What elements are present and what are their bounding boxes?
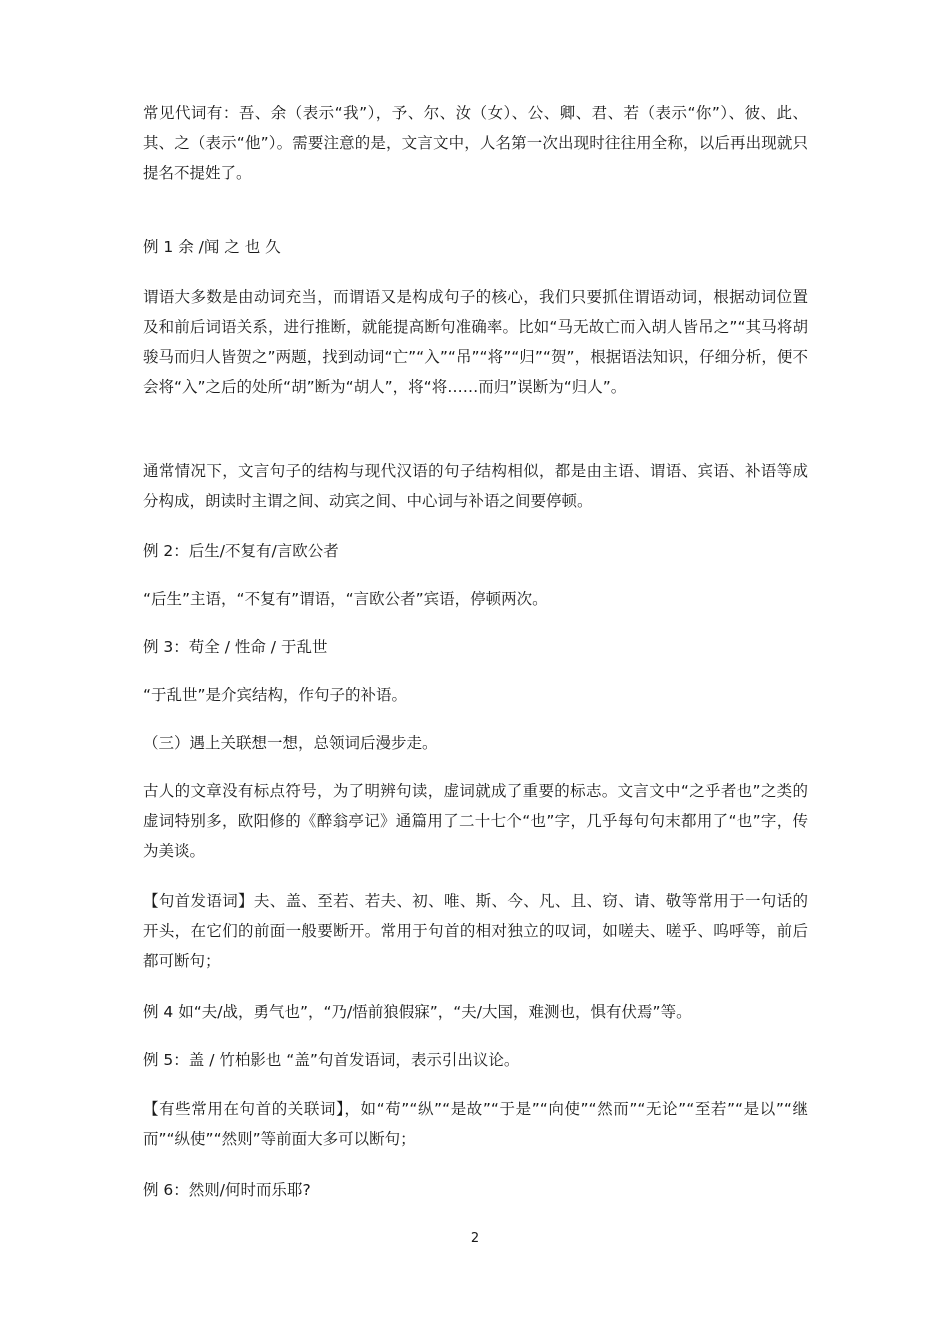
- paragraph-predicate: 谓语大多数是由动词充当，而谓语又是构成句子的核心，我们只要抓住谓语动词，根据动词位置及和前后词语关系，进行推断，就能提高断句准确率。比如“马无故亡而入胡人皆吊之”“其马将胡骏马而归人皆贺之”两题，找到动词“亡”“入”“吊”“将”“归”“贺”，根据语法知识，仔细分析，便不会将“入”之后的处所“胡”断为“胡人”，将“将……而归”误断为“归人”。: [143, 288, 808, 396]
- example-6: 例 6：然则/何时而乐耶?: [143, 1181, 311, 1199]
- document-page: [143, 0, 808, 1344]
- paragraph-function-words: 古人的文章没有标点符号，为了明辨句读，虚词就成了重要的标志。文言文中“之乎者也”之类的虚词特别多，欧阳修的《醉翁亭记》通篇用了二十七个“也”字，几乎每句句末都用了“也”字，传为美谈。: [143, 782, 808, 860]
- paragraph-pronouns: 常见代词有：吾、余（表示“我”），予、尔、汝（女）、公、卿、君、若（表示“你”）、彼、此、其、之（表示“他”）。需要注意的是，文言文中，人名第一次出现时往往用全称，以后再出现就只提名不提姓了。: [143, 104, 808, 182]
- example-1: 例 1 余 /闻 之 也 久: [143, 238, 281, 256]
- paragraph-sentence-structure: 通常情况下，文言句子的结构与现代汉语的句子结构相似，都是由主语、谓语、宾语、补语等成分构成，朗读时主谓之间、动宾之间、中心词与补语之间要停顿。: [143, 462, 808, 510]
- example-3: 例 3：苟全 / 性命 / 于乱世: [143, 638, 328, 656]
- example-2: 例 2：后生/不复有/言欧公者: [143, 542, 339, 560]
- paragraph-conjunctions: 【有些常用在句首的关联词】，如“苟”“纵”“是故”“于是”“向使”“然而”“无论”“至若”“是以”“继而”“纵使”“然则”等前面大多可以断句；: [143, 1100, 808, 1148]
- example-5: 例 5：盖 / 竹柏影也 “盖”句首发语词，表示引出议论。: [143, 1051, 520, 1069]
- example-2-explanation: “后生”主语，“不复有”谓语，“言欧公者”宾语，停顿两次。: [143, 590, 548, 608]
- section-heading-3: （三）遇上关联想一想，总领词后漫步走。: [143, 734, 438, 752]
- example-3-explanation: “于乱世”是介宾结构，作句子的补语。: [143, 686, 408, 704]
- paragraph-initial-particles: 【句首发语词】夫、盖、至若、若夫、初、唯、斯、今、凡、且、窃、请、敬等常用于一句话的开头，在它们的前面一般要断开。常用于句首的相对独立的叹词，如嗟夫、嗟乎、呜呼等，前后都可断句；: [143, 892, 808, 970]
- example-4: 例 4 如“夫/战，勇气也”，“乃/悟前狼假寐”，“夫/大国，难测也，惧有伏焉”等。: [143, 1003, 692, 1021]
- page-number: 2: [470, 1231, 480, 1246]
